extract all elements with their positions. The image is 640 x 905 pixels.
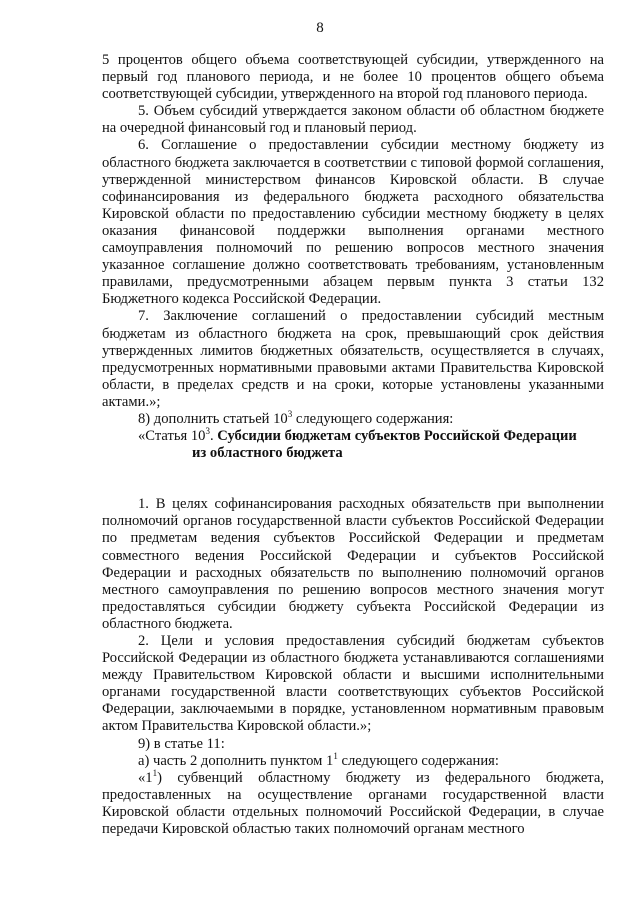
paragraph-continuation: 5 процентов общего объема соответствующей субсидии, утвержденного на первый год планового периода, и не более 10 процентов общего объема соответствующей субсидии, утвержденного на второй год планового периода.	[102, 52, 604, 103]
clause-text: ) субвенций областному бюджету из федерального бюджета, предоставленных на осуществление органами государственной власти Кировской области отдельных полномочий Российской Федерации, в случае передачи Кировской областью таких полномочий органам местного	[102, 769, 604, 838]
paragraph-subpoint-a	[102, 750, 604, 770]
article-part-1: 1. В целях софинансирования расходных обязательств при выполнении полномочий органов государственной власти субъектов Российской Федерации по предметам ведения субъектов Российской Федерации и предметам совместного ведения Российской Федерации и субъектов Российской Федерации и расходных обязательств по выполнению полномочий органов местного самоуправления по решению вопросов местного значения могут предоставляться субсидии бюджету субъекта Российской Федерации из областного бюджета.	[102, 496, 604, 632]
clause-sup: 1	[152, 767, 158, 778]
article-title-line-1: Субсидии бюджетам субъектов Российской Федерации	[217, 428, 577, 445]
subpoint-a-sup: 1	[333, 750, 338, 761]
paragraph-item-5: 5. Объем субсидий утверждается законом области об областном бюджете на очередной финансовый год и плановый период.	[102, 103, 604, 137]
subpoint-a-text-end: следующего содержания:	[337, 752, 499, 769]
article-label: «Статья 10	[138, 428, 206, 445]
article-title-line-2: из областного бюджета	[192, 445, 343, 462]
point-8-text-end: следующего содержания:	[292, 410, 454, 427]
page-number: 8	[316, 20, 324, 36]
subpoint-a-text: а) часть 2 дополнить пунктом 1	[138, 752, 334, 769]
paragraph-point-9: 9) в статье 11:	[138, 735, 225, 752]
paragraph-item-6: 6. Соглашение о предоставлении субсидии местному бюджету из областного бюджета заключается в соответствии с типовой формой соглашения, утвержденной министерством финансов Кировской области. В случае софинансирования из федерального бюджета расходного обязательства Кировской области по предоставлению субсидии местному бюджету в целях оказания финансовой поддержки выполнения органами местного самоуправления полномочий по решению вопросов местного значения указанное соглашение должно соответствовать требованиям, установленным правилами, предусмотренными абзацем первым пункта 3 статьи 132 Бюджетного кодекса Российской Федерации.	[102, 137, 604, 308]
point-8-sup: 3	[287, 409, 293, 420]
article-heading	[102, 428, 604, 445]
point-8-text: 8) дополнить статьей 10	[138, 410, 288, 427]
spacer	[102, 462, 604, 496]
article-part-2: 2. Цели и условия предоставления субсидий бюджетам субъектов Российской Федерации из областного бюджета устанавливаются соглашениями между Правительством Кировской области и высшими исполнительными органами государственной власти соответствующих субъектов Российской Федерации, заключаемыми в порядке, установленном нормативным правовым актом Правительства Кировской области.»;	[102, 633, 604, 735]
clause-text-start: «1	[138, 769, 153, 786]
article-dot: .	[209, 428, 218, 445]
document-body	[102, 52, 604, 838]
paragraph-clause-1-1	[102, 767, 604, 838]
article-sup: 3	[205, 426, 210, 437]
paragraph-point-8	[102, 411, 604, 428]
paragraph-item-7: 7. Заключение соглашений о предоставлении субсидий местным бюджетам из областного бюджета на срок, превышающий срок действия утвержденных лимитов бюджетных обязательств, осуществляется в случаях, предусмотренных нормативными правовыми актами Правительства Кировской области, в пределах средств и на сроки, которые установлены указанными актами.»;	[102, 308, 604, 410]
